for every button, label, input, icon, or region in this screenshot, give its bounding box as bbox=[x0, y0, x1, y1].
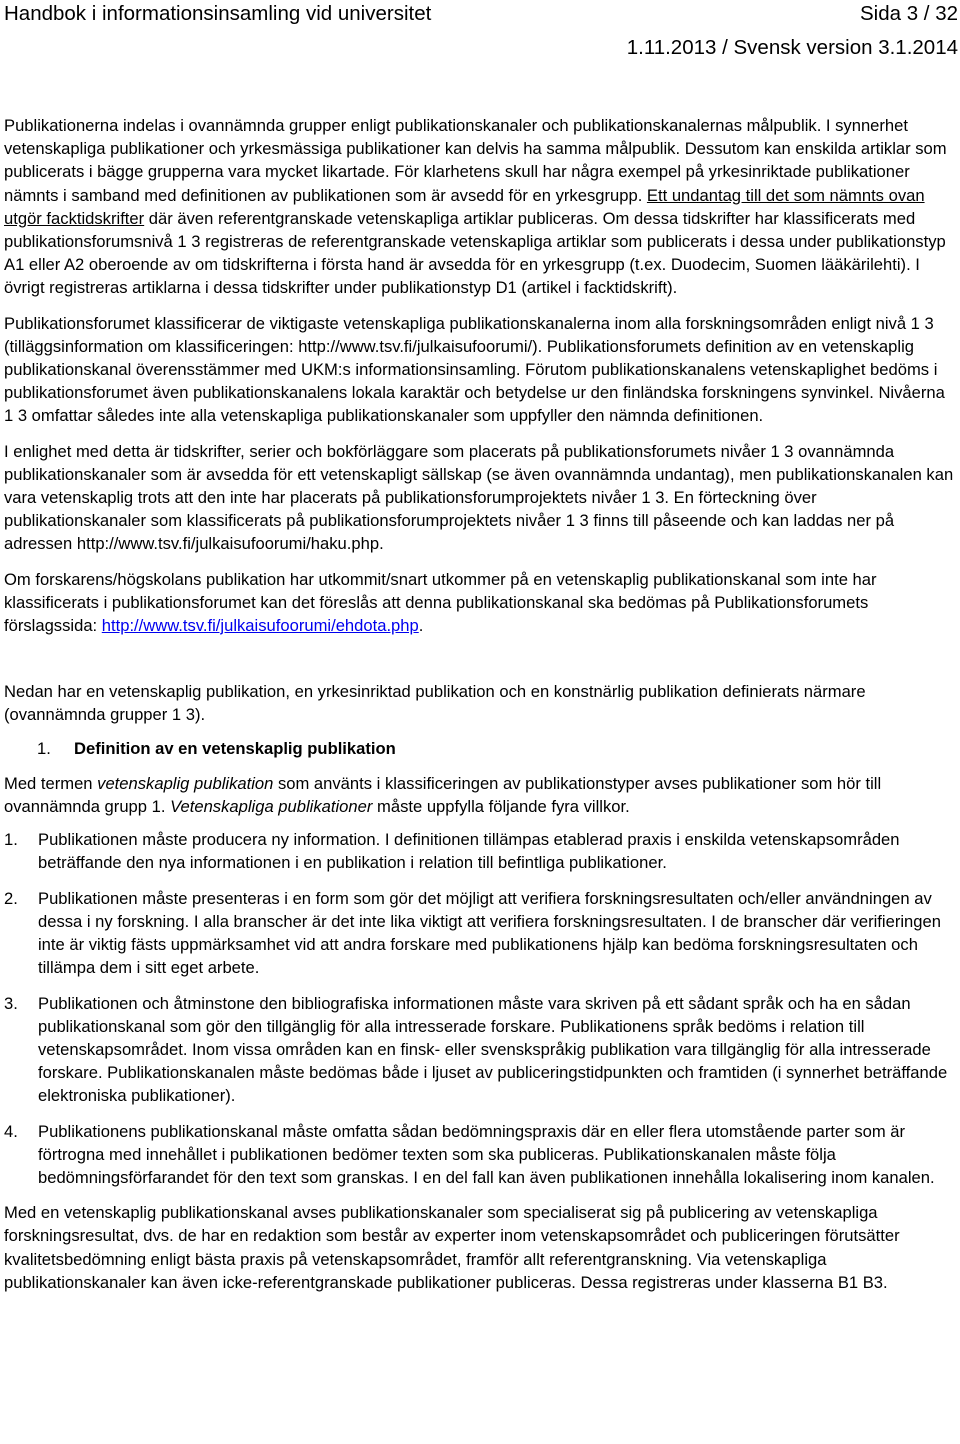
paragraph-proposal-text: Om forskarens/högskolans publikation har utkommit/snart utkommer på en vetenskaplig publikationskanal som inte har klassificerats i publikationsforumet kan det föreslås att denna publikationskanal ska bedömas på Publikationsforumets förslagssida: bbox=[4, 569, 877, 636]
list-item-text: Publikationens publikationskanal måste omfatta sådan bedömningspraxis där en eller flera utomstående parter som är förtrogna med innehållet i publikationen bedömer texten som ska publiceras. Publikationskanalen måste följa bedömningsförfarandet för den text som granskas. I en del fall kan även publikationen innehålla lokalisering inom kanalen. bbox=[38, 1121, 935, 1187]
header-page-number: Sida 3 / 32 bbox=[859, 2, 958, 25]
paragraph-publikationsforum: Publikationsforumet klassificerar de viktigaste vetenskapliga publikationskanalerna inom alla forskningsområden enligt nivå 1 3 (tilläggsinformation om klassificeringen: http://www.tsv.fi/julkaisufoorumi/). Publikationsforumets definition av en vetenskaplig publikationskanal överensstämmer med UKM:s informationsinsamling. Förutom publikationskanalens vetenskaplighet bedöms i publikationsforumet även publikationskanalens lokala karaktär och betydelse ur den finländska forskningens synvinkel. Nivåerna 1 3 omfattar således inte alla vetenskapliga publikationskanaler som uppfyller den nämnda definitionen. bbox=[4, 313, 945, 426]
list-item-number: 1. bbox=[4, 830, 18, 850]
paragraph-intro-text-a: Publikationerna indelas i ovannämnda grupper enligt publikationskanaler och publikationskanalernas målpublik. I synnerhet vetenskapliga publikationer och yrkesmässiga publikationer kan delvis ha samma målpublik. Dessutom kan enskilda artiklar som publicerats i bägge grupperna vara mycket likartade. För klarhetens skull har några exempel på yrkesinriktade publikationer nämnts i samband med definitionen av publikationen som är avsedd för en yrkesgrupp. bbox=[4, 116, 947, 205]
section-number: 1. bbox=[37, 738, 51, 758]
document-body bbox=[4, 114, 954, 1294]
paragraph-term-em1: vetenskaplig publikation bbox=[97, 773, 274, 793]
list-item-text: Publikationen och åtminstone den bibliografiska informationen måste vara skriven på ett sådant språk och ha en sådan publikationskanal som gör den tillgänglig för alla intresserade forskare. Publikationens språk bedöms i relation till vetenskapsområdet. Inom vissa områden kan en finsk- eller svenskspråkig publikation vara tillgänglig för alla intresserade forskare. Publikationskanalen måste bedömas både i ljuset av publiceringstidpunkten och framtiden (i synnerhet beträffande elektroniska publikationer). bbox=[38, 993, 948, 1106]
list-item bbox=[4, 887, 954, 980]
paragraph-term-b: som använts i klassificeringen av publikationstyper avses publikationer som hör till ovannämnda grupp 1. bbox=[4, 773, 882, 817]
header-version: 1.11.2013 / Svensk version 3.1.2014 bbox=[626, 36, 958, 59]
paragraph-proposal bbox=[4, 568, 954, 638]
paragraph-intro-underlined: Ett undantag till det som nämnts ovan utgör facktidskrifter bbox=[4, 185, 925, 228]
conditions-list bbox=[4, 828, 954, 1189]
header-title: Handbok i informationsinsamling vid universitet bbox=[4, 2, 432, 25]
paragraph-term bbox=[4, 772, 954, 818]
paragraph-intro bbox=[4, 114, 954, 300]
list-item bbox=[4, 1120, 954, 1190]
proposal-link[interactable]: http://www.tsv.fi/julkaisufoorumi/ehdota.php bbox=[101, 616, 419, 636]
list-item-number: 3. bbox=[4, 993, 18, 1013]
paragraph-term-a: Med termen bbox=[4, 773, 98, 793]
list-item-text: Publikationen måste presenteras i en form som gör det möjligt att verifiera forskningsresultaten och/eller användningen av dessa i ny forskning. I alla branscher är det inte lika viktigt att verifiera forskningsresultaten. I de branscher där verifieringen inte är viktig fästs uppmärksamhet vid att andra forskare med publikationens hjälp kan bedöma forskningsresultaten och tillämpa dem i sitt eget arbete. bbox=[38, 888, 941, 978]
paragraph-proposal-end: . bbox=[418, 616, 424, 636]
paragraph-term-c: måste uppfylla följande fyra villkor. bbox=[372, 797, 630, 817]
list-item bbox=[4, 992, 954, 1108]
list-item-text: Publikationen måste producera ny information. I definitionen tillämpas etablerad praxis i enskilda vetenskapsområden beträffande den nya informationen i en publikation i relation till befintliga publikationer. bbox=[38, 830, 900, 873]
section-title: Definition av en vetenskaplig publikation bbox=[74, 738, 396, 758]
section-heading bbox=[4, 737, 954, 760]
list-item bbox=[4, 828, 954, 874]
paragraph-definitions-intro: Nedan har en vetenskaplig publikation, en yrkesinriktad publikation och en konstnärlig publikation definierats närmare (ovannämnda grupper 1 3). bbox=[4, 682, 866, 725]
paragraph-term-em2: Vetenskapliga publikationer bbox=[170, 797, 373, 817]
list-item-number: 2. bbox=[4, 888, 18, 908]
paragraph-publication-channel: Med en vetenskaplig publikationskanal avses publikationskanaler som specialiserat sig på publicering av vetenskapliga forskningsresultat, dvs. de har en redaktion som består av experter inom vetenskapsområdet och publiceringen förutsätter kvalitetsbedömning enligt bästa praxis på vetenskapsområdet, framför allt referentgranskning. Via vetenskapliga publikationskanaler kan även icke-referentgranskade publikationer publiceras. Dessa registreras under klasserna B1 B3. bbox=[4, 1203, 900, 1292]
paragraph-levels: I enlighet med detta är tidskrifter, serier och bokförläggare som placerats på publikationsforumets nivåer 1 3 ovannämnda publikationskanaler som är avsedda för ett vetenskapligt sällskap (se även ovannämnda undantag), men publikationskanalen kan vara vetenskaplig trots att den inte har placerats på publikationsforumprojektets nivåer 1 3. En förteckning över publikationskanaler som klassificerats på publikationsforumprojektets nivåer 1 3 finns till påseende och kan laddas ner på adressen http://www.tsv.fi/julkaisufoorumi/haku.php. bbox=[4, 441, 954, 554]
paragraph-intro-text-b: där även referentgranskade vetenskapliga artiklar publiceras. Om dessa tidskrifter har klassificerats med publikationsforumsnivå 1 3 registreras de referentgranskade vetenskapliga artiklar som publicerats i dessa under publikationstyp A1 eller A2 oberoende av om tidskrifterna i första hand är avsedda för en yrkesgrupp (t.ex. Duodecim, Suomen lääkärilehti). I övrigt registreras artiklarna i dessa tidskrifter under publikationstyp D1 (artikel i facktidskrift). bbox=[4, 208, 946, 298]
list-item-number: 4. bbox=[4, 1121, 18, 1141]
